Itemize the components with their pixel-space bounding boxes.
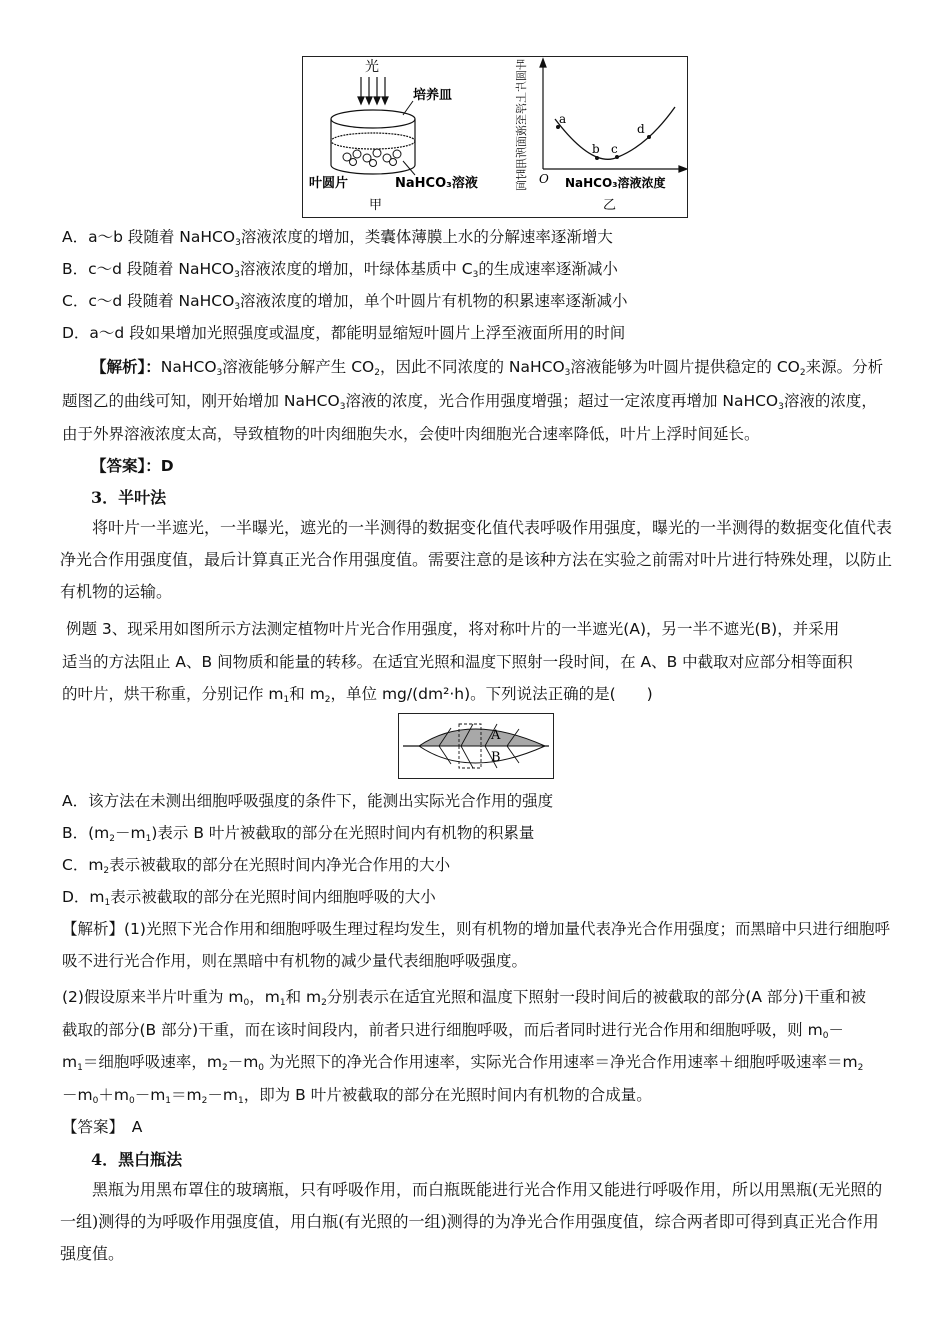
- caption-yi: 乙: [603, 198, 617, 213]
- point-b: [595, 156, 599, 160]
- q2-option-d: D．a～d 段如果增加光照强度或温度，都能明显缩短叶圆片上浮至液面所用的时间: [62, 324, 626, 342]
- leaf-lower: [419, 746, 545, 763]
- figure-1-experiment: [302, 56, 688, 218]
- q2-analysis-line-1: 【解析】：NaHCO$_3$溶液能够分解产生 $CO_2$，因此不同浓度的 NaHCO$_3$溶液能够为叶圆片提供稳定的 $CO_2$来源。分析: [91, 358, 884, 378]
- solution-label: NaHCO₃溶液: [395, 176, 478, 191]
- leaf-label-b: B: [491, 750, 501, 765]
- point-d: [647, 135, 651, 139]
- section-4-heading: 4．黑白瓶法: [91, 1150, 183, 1169]
- q3-option-c: C．$m_2$表示被截取的部分在光照时间内净光合作用的大小: [62, 856, 451, 876]
- q2-analysis-line-2: 题图乙的曲线可知，刚开始增加 NaHCO$_3$溶液的浓度，光合作用强度增强；超过一定浓度再增加 NaHCO$_3$溶液的浓度，: [62, 392, 877, 412]
- q3-answer: 【答案】 A: [62, 1118, 143, 1136]
- q3-option-a: A．该方法在未测出细胞呼吸强度的条件下，能测出实际光合作用的强度: [62, 792, 554, 810]
- caption-jia: 甲: [369, 198, 383, 213]
- point-label-d: d: [637, 122, 645, 136]
- dish-label: 培养皿: [413, 88, 453, 103]
- q3-analysis-p2-line-2: 截取的部分(B 部分)干重，而在该时间段内，前者只进行细胞呼吸，而后者同时进行光合作用和细胞呼吸，则 $m_0-$: [62, 1021, 844, 1041]
- q3-option-b: B．$(m_2-m_1)$表示 B 叶片被截取的部分在光照时间内有机物的积累量: [62, 824, 535, 844]
- point-label-b: b: [592, 142, 600, 156]
- example-3-line-1: 例题 3、现采用如图所示方法测定植物叶片光合作用强度，将对称叶片的一半遮光(A)，另一半不遮光(B)，并采用: [66, 620, 840, 638]
- leaf-upper-shaded: [419, 729, 545, 746]
- section-4-paragraph: 黑瓶为用黑布罩住的玻璃瓶，只有呼吸作用，而白瓶既能进行光合作用又能进行呼吸作用，所以用黑瓶(无光照的一组)测得的为呼吸作用强度值，用白瓶(有光照的一组)测得的为净光合作用强度值，综合两者即可得到真正光合作用强度值。: [60, 1180, 883, 1263]
- q2-analysis-line-3: 由于外界溶液浓度太高，导致植物的叶肉细胞失水，会使叶肉细胞光合速率降低，叶片上浮时间延长。: [62, 425, 760, 443]
- q3-analysis-p2-line-1: (2)假设原来半片叶重为 $m_0$，$m_1$和 $m_2$分别表示在适宜光照和温度下照射一段时间后的被截取的部分(A 部分)干重和被: [62, 988, 866, 1008]
- q2-option-b: B．c～d 段随着 NaHCO$_3$溶液浓度的增加，叶绿体基质中 $C_3$的生成速率逐渐减小: [62, 260, 618, 280]
- figure-jia: [309, 58, 478, 213]
- q2-option-a: A．a～b 段随着 NaHCO$_3$溶液浓度的增加，类囊体薄膜上水的分解速率逐渐增大: [62, 228, 613, 248]
- q3-option-d: D．$m_1$表示被截取的部分在光照时间内细胞呼吸的大小: [62, 888, 436, 908]
- x-axis-label: NaHCO₃溶液浓度: [565, 176, 666, 190]
- q3-analysis-p1: 【解析】(1)光照下光合作用和细胞呼吸生理过程均发生，则有机物的增加量代表净光合作用强度；而黑暗中只进行细胞呼吸不进行光合作用，则在黑暗中有机物的减少量代表细胞呼吸强度。: [62, 920, 890, 970]
- figure-leaf: [398, 713, 554, 779]
- light-label: 光: [365, 59, 379, 75]
- q3-analysis-p2-line-3: $m_1=$细胞呼吸速率，$m_2-m_0$ 为光照下的净光合作用速率，实际光合作用速率＝净光合作用速率＋细胞呼吸速率$=m_2$: [62, 1053, 864, 1073]
- section-3-heading: 3．半叶法: [91, 488, 167, 507]
- point-label-c: c: [611, 142, 618, 156]
- svg-text:叶圆片上浮至液面所用时间: 叶圆片上浮至液面所用时间: [515, 59, 528, 191]
- leaf-discs-icon: [343, 149, 401, 167]
- origin-label: O: [539, 172, 549, 186]
- y-axis-label: [514, 59, 528, 191]
- point-label-a: a: [559, 112, 567, 126]
- leaf-label-a: A: [491, 728, 501, 743]
- q3-analysis-p2-line-4: $-m_0+m_0-m_1=m_2-m_1$，即为 B 叶片被截取的部分在光照时间内有机物的合成量。: [62, 1086, 652, 1106]
- example-3-line-3: 的叶片，烘干称重，分别记作 $m_1$和 $m_2$，单位 mg/(dm²·h)。下列说法正确的是( ): [62, 685, 653, 705]
- disc-label: 叶圆片: [309, 176, 349, 191]
- q2-answer: 【答案】：D: [91, 457, 174, 475]
- figure-yi: [514, 59, 687, 213]
- section-3-paragraph: 将叶片一半遮光，一半曝光，遮光的一半测得的数据变化值代表呼吸作用强度，曝光的一半测得的数据变化值代表净光合作用强度值，最后计算真正光合作用强度值。需要注意的是该种方法在实验之前需对叶片进行特殊处理，以防止有机物的运输。: [60, 518, 893, 601]
- example-3-line-2: 适当的方法阻止 A、B 间物质和能量的转移。在适宜光照和温度下照射一段时间，在 A、B 中截取对应部分相等面积: [62, 653, 853, 671]
- light-arrows-icon: [358, 77, 388, 104]
- q2-option-c: C．c～d 段随着 NaHCO$_3$溶液浓度的增加，单个叶圆片有机物的积累速率逐渐减小: [62, 292, 628, 312]
